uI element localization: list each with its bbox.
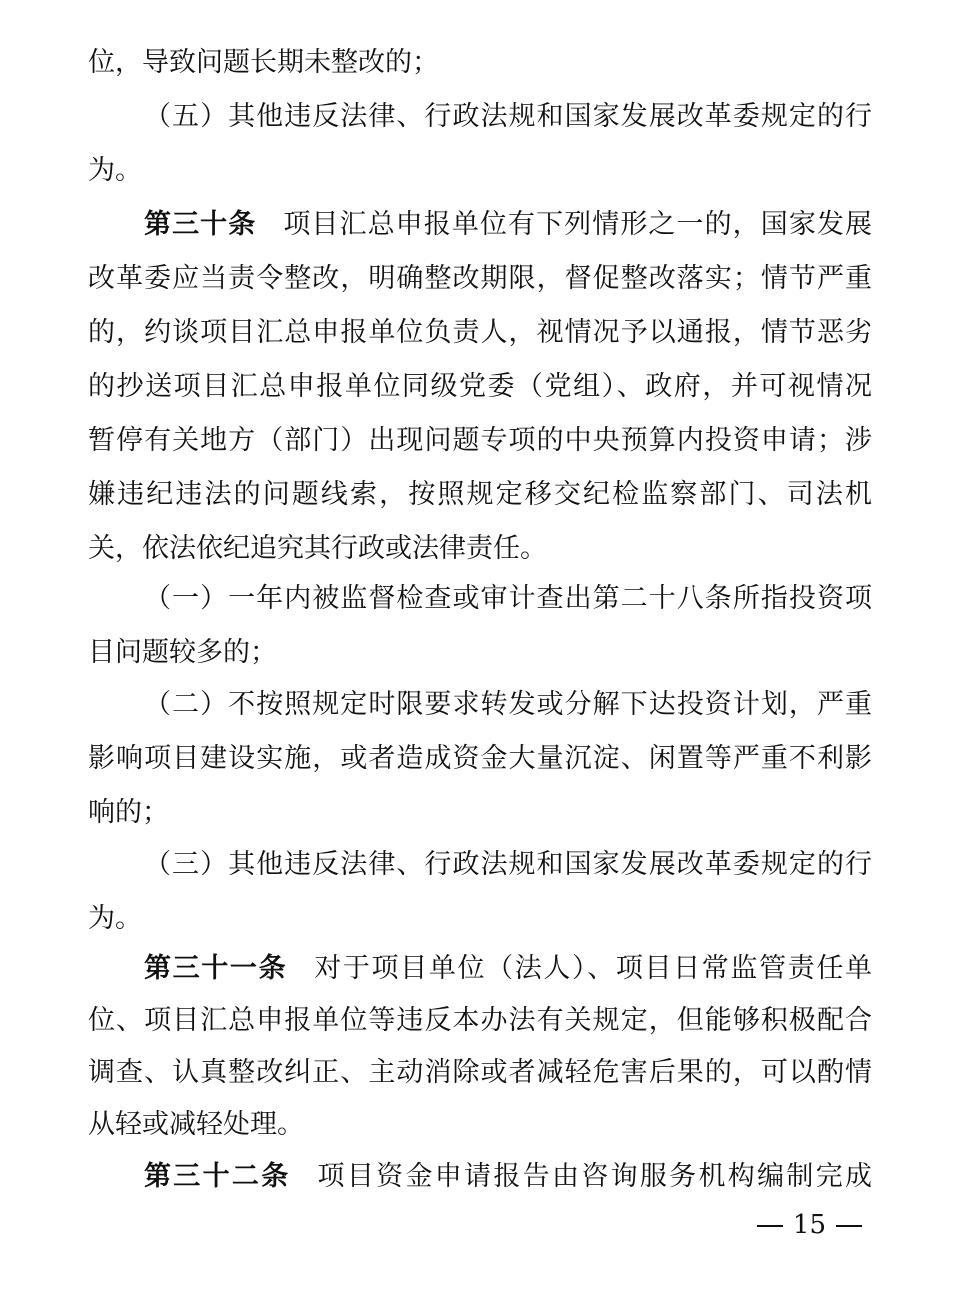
text-line: 为。 bbox=[88, 903, 142, 934]
text-line: 嫌违纪违法的问题线索，按照规定移交纪检监察部门、司法机 bbox=[88, 479, 872, 510]
article-heading: 第三十条 bbox=[144, 209, 257, 240]
text-line: 位，导致问题长期未整改的； bbox=[88, 47, 439, 78]
text-line: （五）其他违反法律、行政法规和国家发展改革委规定的行 bbox=[144, 101, 872, 132]
article-line: 第三十一条 对于项目单位（法人）、项目日常监管责任单 bbox=[144, 953, 872, 984]
text-line: 为。 bbox=[88, 155, 142, 186]
text-line: （二）不按照规定时限要求转发或分解下达投资计划，严重 bbox=[144, 689, 872, 720]
article-line: 第三十条 项目汇总申报单位有下列情形之一的，国家发展 bbox=[144, 209, 872, 240]
text-line: 暂停有关地方（部门）出现问题专项的中央预算内投资申请；涉 bbox=[88, 425, 872, 456]
text-line: 改革委应当责令整改，明确整改期限，督促整改落实；情节严重 bbox=[88, 263, 872, 294]
text-line: 位、项目汇总申报单位等违反本办法有关规定，但能够积极配合 bbox=[88, 1005, 872, 1036]
article-heading: 第三十二条 bbox=[144, 1161, 291, 1192]
page-footer bbox=[747, 1205, 872, 1245]
text-line: 的，约谈项目汇总申报单位负责人，视情况予以通报，情节恶劣 bbox=[88, 317, 872, 348]
article-line: 第三十二条 项目资金申请报告由咨询服务机构编制完成 bbox=[144, 1161, 872, 1192]
dash-right bbox=[836, 1225, 862, 1227]
text-line: （三）其他违反法律、行政法规和国家发展改革委规定的行 bbox=[144, 849, 872, 880]
text-line: 关，依法依纪追究其行政或法律责任。 bbox=[88, 533, 547, 564]
dash-left bbox=[757, 1225, 783, 1227]
text-line: 目问题较多的； bbox=[88, 637, 277, 668]
text-line: 从轻或减轻处理。 bbox=[88, 1109, 304, 1140]
text-line: 影响项目建设实施，或者造成资金大量沉淀、闲置等严重不利影 bbox=[88, 743, 872, 774]
page-number: 15 bbox=[792, 1210, 826, 1240]
text-line: 响的； bbox=[88, 797, 169, 828]
article-heading: 第三十一条 bbox=[144, 953, 288, 984]
text-line: （一）一年内被监督检查或审计查出第二十八条所指投资项 bbox=[144, 583, 872, 614]
text-line: 的抄送项目汇总申报单位同级党委（党组）、政府，并可视情况 bbox=[88, 371, 872, 402]
text-line: 调查、认真整改纠正、主动消除或者减轻危害后果的，可以酌情 bbox=[88, 1057, 872, 1088]
